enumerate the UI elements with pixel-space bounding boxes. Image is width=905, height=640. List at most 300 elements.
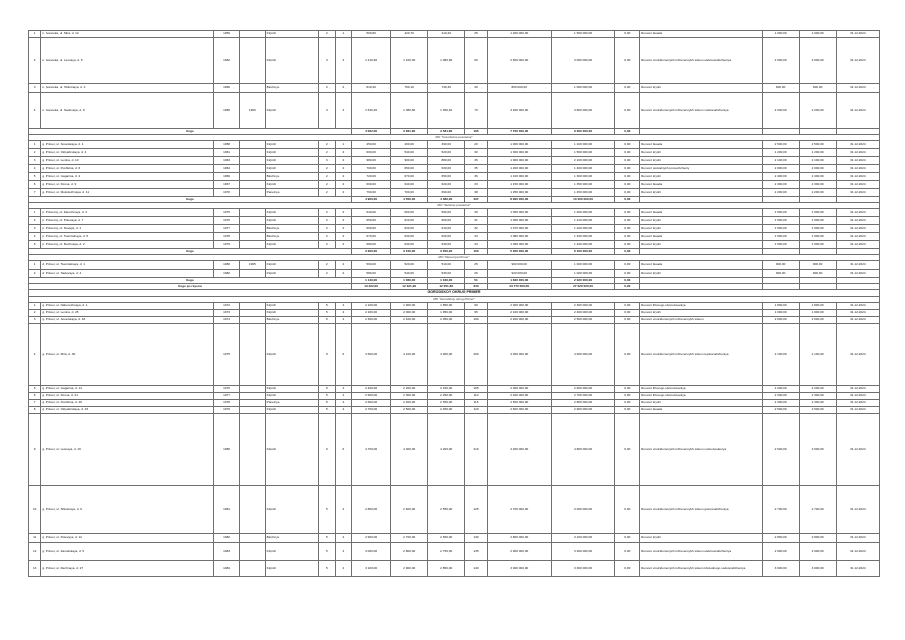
row-number: 9 — [29, 414, 41, 486]
repair-cost-cell: 800 000,00 — [487, 84, 551, 93]
entrances-cell: 2 — [335, 241, 351, 249]
entrances-cell: 4 — [335, 400, 351, 407]
total-cost-cell: 5 350 000,00 — [487, 249, 551, 255]
owned-area-cell: 690,00 — [428, 189, 465, 197]
floors-cell: 2 — [319, 173, 335, 181]
address-cell: g. Primer, ul. Kirova, d. 21 — [41, 393, 214, 400]
deadline-cell: 31.12.2024 — [836, 270, 879, 278]
work-type-cell: Remont kryshi — [640, 149, 762, 157]
repair-cost-cell: 2 500 000,00 — [487, 400, 551, 407]
last-repair-year-cell — [239, 141, 265, 149]
repair-cost-cell: 920 000,00 — [487, 270, 551, 278]
owned-area-cell: 520,00 — [428, 149, 465, 157]
unit-cost-cell: 900,00 — [762, 261, 799, 270]
table-row — [29, 173, 880, 181]
living-area-cell: 900,00 — [391, 157, 428, 165]
wall-material-cell: Kirpich — [265, 393, 319, 400]
floors-cell: 2 — [319, 149, 335, 157]
repair-cost-cell: 2 900 000,00 — [487, 543, 551, 561]
share-cell: 0,00 — [615, 181, 640, 189]
row-number: 8 — [29, 407, 41, 414]
total-cost-cell: 1 500 000,00 — [551, 31, 615, 38]
entrances-cell: 2 — [335, 270, 351, 278]
total-area-cell: 450,00 — [352, 141, 391, 149]
entrances-cell: 1 — [335, 141, 351, 149]
row-number: 1 — [29, 261, 41, 270]
wall-material-cell: Blochnye — [265, 534, 319, 543]
repair-cost-cell: 1 070 000,00 — [487, 225, 551, 233]
max-unit-cost-cell: 2 500,00 — [799, 141, 836, 149]
unit-cost-cell: 1 900,00 — [762, 310, 799, 317]
repair-cost-cell: 1 900 000,00 — [487, 157, 551, 165]
unit-cost-cell: 1 500,00 — [762, 241, 799, 249]
row-number: 6 — [29, 181, 41, 189]
deadline-cell: 31.12.2024 — [836, 303, 879, 310]
deadline-cell: 31.12.2024 — [836, 217, 879, 225]
share-cell: 0,00 — [615, 486, 640, 534]
floors-cell: 5 — [319, 543, 335, 561]
last-repair-year-cell — [239, 407, 265, 414]
deadline-cell: 31.12.2024 — [836, 561, 879, 577]
total-area-cell: 2 800,00 — [352, 486, 391, 534]
row-number: 1 — [29, 141, 41, 149]
commission-year-cell: 1966 — [214, 173, 240, 181]
row-number: 12 — [29, 543, 41, 561]
repair-cost-cell: 1 100 000,00 — [487, 173, 551, 181]
address-cell: g. Primer, ul. Pushkina, d. 40 — [41, 400, 214, 407]
living-area-cell: 420,70 — [391, 31, 428, 38]
commission-year-cell: 1977 — [214, 225, 240, 233]
residents-cell: 70 — [465, 93, 488, 129]
table-row — [29, 317, 880, 324]
table-body — [29, 31, 880, 577]
deadline-cell: 31.12.2024 — [836, 84, 879, 93]
owned-area-cell: 390,00 — [428, 141, 465, 149]
owned-area-cell: 2 250,00 — [428, 393, 465, 400]
total-cost-cell: 2 800 000,00 — [551, 400, 615, 407]
total-cost-cell: 1 450 000,00 — [551, 189, 615, 197]
deadline-cell: 31.12.2024 — [836, 317, 879, 324]
total-cost-cell: 1 350 000,00 — [551, 181, 615, 189]
max-unit-cost-cell: 2 300,00 — [799, 393, 836, 400]
wall-material-cell: Blochnye — [265, 233, 319, 241]
floors-cell: 3 — [319, 157, 335, 165]
owned-area-cell: 650,00 — [428, 173, 465, 181]
share-cell: 0,00 — [615, 261, 640, 270]
unit-cost-cell: 2 100,00 — [762, 157, 799, 165]
max-unit-cost-cell: 2 000,00 — [799, 317, 836, 324]
last-repair-year-cell — [239, 386, 265, 393]
owned-area-cell: 610,00 — [428, 225, 465, 233]
wall-material-cell: Kirpich — [265, 324, 319, 386]
total-a1-cell: 1 140,00 — [352, 278, 391, 284]
total-cost-cell: 3 000 000,00 — [551, 38, 615, 84]
total-area-cell: 980,00 — [352, 157, 391, 165]
table-row — [29, 324, 880, 386]
total-area-cell: 700,00 — [352, 165, 391, 173]
max-unit-cost-cell: 2 100,00 — [799, 157, 836, 165]
max-unit-cost-cell: 1 200,00 — [799, 149, 836, 157]
total-area-cell: 650,00 — [352, 217, 391, 225]
table-row — [29, 486, 880, 534]
floors-cell: 9 — [319, 414, 335, 486]
unit-cost-cell: 2 800,00 — [762, 534, 799, 543]
total-label: Itogo — [29, 197, 352, 203]
living-area-cell: 630,00 — [391, 233, 428, 241]
floors-cell: 9 — [319, 324, 335, 386]
residents-cell: 30 — [465, 209, 488, 217]
unit-cost-cell: 2 300,00 — [762, 393, 799, 400]
max-unit-cost-cell: 2 800,00 — [799, 534, 836, 543]
deadline-cell: 31.12.2024 — [836, 324, 879, 386]
floors-cell: 5 — [319, 317, 335, 324]
row-number: 4 — [29, 324, 41, 386]
living-area-cell: 2 500,00 — [391, 407, 428, 414]
floors-cell: 5 — [319, 561, 335, 577]
wall-material-cell: Kirpich — [265, 414, 319, 486]
deadline-cell: 31.12.2024 — [836, 141, 879, 149]
work-type-cell: Remont kryshi — [640, 84, 762, 93]
last-repair-year-cell — [239, 414, 265, 486]
owned-area-cell: 1 950,00 — [428, 310, 465, 317]
total-area-cell: 4 700,00 — [352, 414, 391, 486]
residents-cell: 95 — [465, 310, 488, 317]
total-area-cell: 2 900,00 — [352, 534, 391, 543]
work-type-cell: Remont vnutridomovykh inzhenernykh sistem — [640, 317, 762, 324]
owned-area-cell: 410,20 — [428, 31, 465, 38]
residents-cell: 30 — [465, 149, 488, 157]
entrances-cell: 6 — [335, 414, 351, 486]
max-unit-cost-cell: 1 500,00 — [799, 225, 836, 233]
last-repair-year-cell — [239, 486, 265, 534]
row-number: 5 — [29, 173, 41, 181]
table-row — [29, 270, 880, 278]
wall-material-cell: Kirpich — [265, 181, 319, 189]
share-cell: 0,00 — [615, 543, 640, 561]
floors-cell: 5 — [319, 303, 335, 310]
residents-cell: 115 — [465, 400, 488, 407]
residents-cell: 25 — [465, 261, 488, 270]
unit-cost-cell: 2 600,00 — [762, 414, 799, 486]
address-cell: g. Primer, ul. Lesnaya, d. 16 — [41, 414, 214, 486]
unit-cost-cell: 2 000,00 — [762, 165, 799, 173]
owned-area-cell: 590,00 — [428, 209, 465, 217]
owned-area-cell: 2 050,00 — [428, 317, 465, 324]
residents-cell: 210 — [465, 414, 488, 486]
total-pct-cell: 0,00 — [615, 278, 640, 284]
wall-material-cell: Panelnye — [265, 400, 319, 407]
floors-cell: 3 — [319, 38, 335, 84]
residents-cell: 20 — [465, 141, 488, 149]
floors-cell: 5 — [319, 534, 335, 543]
max-unit-cost-cell: 2 200,00 — [799, 93, 836, 129]
total-pct-cell: 0,00 — [615, 284, 640, 290]
deadline-cell: 31.12.2024 — [836, 486, 879, 534]
address-cell: g. Primer, ul. Gagarina, d. 2 — [41, 173, 214, 181]
max-unit-cost-cell: 1 000,00 — [799, 31, 836, 38]
municipality-header: MO "Selskoe poselenie" — [29, 203, 880, 209]
repair-cost-cell: 3 000 000,00 — [487, 561, 551, 577]
residents-cell: 45 — [465, 157, 488, 165]
repair-cost-cell: 1 200 000,00 — [487, 31, 551, 38]
total-cost-cell: 3 100 000,00 — [551, 534, 615, 543]
total-cost-cell: 1 000 000,00 — [551, 84, 615, 93]
last-repair-year-cell — [239, 324, 265, 386]
total-cost-cell: 2 500 000,00 — [551, 317, 615, 324]
total-area-cell: 3 100,00 — [352, 561, 391, 577]
total-area-cell: 810,40 — [352, 84, 391, 93]
commission-year-cell: 1970 — [214, 189, 240, 197]
share-cell: 0,00 — [615, 393, 640, 400]
last-repair-year-cell — [239, 189, 265, 197]
work-type-cell: Remont vnutridomovykh inzhenernykh sistem vodootvedeniya — [640, 414, 762, 486]
last-repair-year-cell — [239, 165, 265, 173]
commission-year-cell: 1974 — [214, 317, 240, 324]
residents-cell: 200 — [465, 324, 488, 386]
address-cell: g. Primer, ul. Shkolnaya, d. 9 — [41, 486, 214, 534]
living-area-cell: 640,00 — [391, 181, 428, 189]
last-repair-year-cell — [239, 31, 265, 38]
address-cell: g. Primer, ul. Kirova, d. 9 — [41, 181, 214, 189]
unit-cost-cell: 2 200,00 — [762, 189, 799, 197]
total-tot-cell: 9 300 000,00 — [551, 129, 615, 135]
entrances-cell: 4 — [335, 486, 351, 534]
wall-material-cell: Kirpich — [265, 303, 319, 310]
address-cell: g. Primer, ul. Zavodskaya, d. 5 — [41, 543, 214, 561]
commission-year-cell: 1960 — [214, 84, 240, 93]
living-area-cell: 520,00 — [391, 261, 428, 270]
total-cost-cell: 3 300 000,00 — [551, 561, 615, 577]
unit-cost-cell: 3 000,00 — [762, 561, 799, 577]
commission-year-cell: 1975 — [214, 209, 240, 217]
unit-cost-cell: 2 900,00 — [762, 543, 799, 561]
deadline-cell: 31.12.2024 — [836, 241, 879, 249]
share-cell: 0,00 — [615, 270, 640, 278]
total-cost-cell: 1 000 000,00 — [551, 261, 615, 270]
work-type-cell: Remont vnutridomovykh inzhenernykh sistem elektrosnabzheniya — [640, 38, 762, 84]
total-area-cell: 500,80 — [352, 31, 391, 38]
total-cost-cell: 4 600 000,00 — [551, 324, 615, 386]
floors-cell: 3 — [319, 93, 335, 129]
deadline-cell: 31.12.2024 — [836, 233, 879, 241]
share-cell: 0,00 — [615, 407, 640, 414]
total-a3-cell: 4 380,00 — [428, 197, 465, 203]
living-area-cell: 760,10 — [391, 84, 428, 93]
residents-cell: 38 — [465, 189, 488, 197]
living-area-cell: 620,00 — [391, 225, 428, 233]
address-cell: p. Primerny, ul. Tsentralnaya, d. 5 — [41, 233, 214, 241]
row-number: 5 — [29, 241, 41, 249]
total-a3-cell: 3 050,00 — [428, 249, 465, 255]
total-area-cell: 4 500,00 — [352, 324, 391, 386]
share-cell: 0,00 — [615, 31, 640, 38]
living-area-cell: 2 400,00 — [391, 400, 428, 407]
floors-cell: 2 — [319, 270, 335, 278]
share-cell: 0,00 — [615, 400, 640, 407]
wall-material-cell: Panelnye — [265, 189, 319, 197]
wall-material-cell: Kirpich — [265, 386, 319, 393]
address-cell: g. Primer, ul. Sovetskaya, d. 18 — [41, 317, 214, 324]
entrances-cell: 2 — [335, 217, 351, 225]
address-cell: п. Ivanovka, ul. Mira, d. 12 — [41, 31, 214, 38]
total-cost-cell: 1 820 000,00 — [487, 278, 551, 284]
work-type-cell: Remont kryshi — [640, 310, 762, 317]
last-repair-year-cell — [239, 534, 265, 543]
wall-material-cell: Kirpich — [265, 93, 319, 129]
total-pct-cell: 0,00 — [615, 129, 640, 135]
living-area-cell: 2 700,00 — [391, 534, 428, 543]
table-row — [29, 149, 880, 157]
section-header-row — [29, 290, 880, 297]
total-area-cell: 2 100,00 — [352, 303, 391, 310]
commission-year-cell: 1980 — [214, 414, 240, 486]
row-number: 13 — [29, 561, 41, 577]
residents-cell: 31 — [465, 217, 488, 225]
commission-year-cell: 1973 — [214, 310, 240, 317]
floors-cell: 2 — [319, 261, 335, 270]
last-repair-year-cell — [239, 303, 265, 310]
row-number: 2 — [29, 38, 41, 84]
commission-year-cell: 1981 — [214, 486, 240, 534]
total-cost-cell: 2 300 000,00 — [551, 303, 615, 310]
address-cell: g. Primer, ul. Oktyabrskaya, d. 4 — [41, 149, 214, 157]
municipality-header: MO "Derevnya Primer" — [29, 255, 880, 261]
last-repair-year-cell — [239, 84, 265, 93]
floors-cell: 5 — [319, 407, 335, 414]
total-cost-cell: 8 900 000,00 — [487, 197, 551, 203]
repair-cost-cell: 4 200 000,00 — [487, 414, 551, 486]
address-cell: p. Primerny, ul. Rechnaya, d. 2 — [41, 241, 214, 249]
repair-cost-cell: 900 000,00 — [487, 261, 551, 270]
residents-cell: 90 — [465, 303, 488, 310]
deadline-cell: 31.12.2024 — [836, 93, 879, 129]
floors-cell: 5 — [319, 486, 335, 534]
row-number: 1 — [29, 303, 41, 310]
address-cell: g. Primer, ul. Polevaya, d. 12 — [41, 534, 214, 543]
wall-material-cell: Kirpich — [265, 486, 319, 534]
floors-cell: 5 — [319, 386, 335, 393]
total-area-cell: 560,00 — [352, 261, 391, 270]
floors-cell: 2 — [319, 181, 335, 189]
owned-area-cell: 2 450,00 — [428, 407, 465, 414]
wall-material-cell: Kirpich — [265, 31, 319, 38]
wall-material-cell: Kirpich — [265, 561, 319, 577]
last-repair-year-cell — [239, 310, 265, 317]
entrances-cell: 2 — [335, 149, 351, 157]
deadline-cell: 31.12.2024 — [836, 400, 879, 407]
share-cell: 0,00 — [615, 534, 640, 543]
commission-year-cell: 1979 — [214, 407, 240, 414]
table-row — [29, 141, 880, 149]
total-cost-cell: 1 240 000,00 — [551, 241, 615, 249]
owned-area-cell: 1 850,00 — [428, 303, 465, 310]
total-area-cell: 2 500,00 — [352, 393, 391, 400]
floors-cell: 5 — [319, 393, 335, 400]
table-row — [29, 38, 880, 84]
residents-cell: 35 — [465, 165, 488, 173]
repair-cost-cell: 2 400 000,00 — [487, 393, 551, 400]
total-cost-cell: 2 400 000,00 — [551, 310, 615, 317]
commission-year-cell: 1965 — [214, 93, 240, 129]
owned-area-cell: 880,00 — [428, 157, 465, 165]
unit-cost-cell: 2 400,00 — [762, 400, 799, 407]
commission-year-cell: 1961 — [214, 149, 240, 157]
total-pct-cell: 0,00 — [615, 249, 640, 255]
total-area-cell: 2 600,00 — [352, 400, 391, 407]
repair-cost-cell: 1 000 000,00 — [487, 141, 551, 149]
repair-cost-cell: 1 150 000,00 — [487, 181, 551, 189]
row-number: 3 — [29, 84, 41, 93]
address-cell: п. Ivanovka, ul. Lesnaya, d. 5 — [41, 38, 214, 84]
last-repair-year-cell — [239, 400, 265, 407]
residents-cell: 26 — [465, 270, 488, 278]
living-area-cell: 2 800,00 — [391, 543, 428, 561]
share-cell: 0,00 — [615, 189, 640, 197]
total-a1-cell: 3 300,00 — [352, 249, 391, 255]
row-number: 10 — [29, 486, 41, 534]
deadline-cell: 31.12.2024 — [836, 165, 879, 173]
total-cost-cell: 1 500 000,00 — [551, 149, 615, 157]
total-area-cell: 670,00 — [352, 233, 391, 241]
address-cell: g. Primer, ul. Oktyabrskaya, d. 33 — [41, 407, 214, 414]
living-area-cell: 600,00 — [391, 209, 428, 217]
unit-cost-cell: 900,00 — [762, 270, 799, 278]
table-row — [29, 209, 880, 217]
deadline-cell: 31.12.2024 — [836, 173, 879, 181]
deadline-cell: 31.12.2024 — [836, 261, 879, 270]
work-type-cell: Remont liftovogo oborudovaniya — [640, 386, 762, 393]
repair-cost-cell: 2 500 000,00 — [487, 38, 551, 84]
entrances-cell: 2 — [335, 181, 351, 189]
wall-material-cell: Kirpich — [265, 217, 319, 225]
last-repair-year-cell — [239, 241, 265, 249]
work-type-cell: Remont vnutridomovykh inzhenernykh sistem kholodnogo vodosnabzheniya — [640, 561, 762, 577]
total-cost-cell: 1 200 000,00 — [551, 209, 615, 217]
entrances-cell: 4 — [335, 317, 351, 324]
total-cost-cell: 1 100 000,00 — [551, 141, 615, 149]
owned-area-cell: 4 000,00 — [428, 324, 465, 386]
residents-cell: 33 — [465, 181, 488, 189]
row-number: 3 — [29, 225, 41, 233]
total-area-cell: 690,00 — [352, 181, 391, 189]
table-row — [29, 225, 880, 233]
table-row — [29, 181, 880, 189]
share-cell: 0,00 — [615, 386, 640, 393]
owned-area-cell: 630,00 — [428, 165, 465, 173]
living-area-cell: 2 600,00 — [391, 486, 428, 534]
address-cell: d. Primer, ul. Sadovaya, d. 4 — [41, 270, 214, 278]
owned-area-cell: 2 350,00 — [428, 400, 465, 407]
work-type-cell: Remont vnutridomovykh inzhenernykh sistem gazosnabzheniya — [640, 486, 762, 534]
residents-cell: 110 — [465, 393, 488, 400]
entrances-cell: 2 — [335, 189, 351, 197]
commission-year-cell: 1972 — [214, 303, 240, 310]
floors-cell: 2 — [319, 225, 335, 233]
total-a3-cell: 1 040,00 — [428, 278, 465, 284]
living-area-cell: 400,00 — [391, 141, 428, 149]
entrances-cell: 2 — [335, 165, 351, 173]
max-unit-cost-cell: 2 200,00 — [799, 386, 836, 393]
total-cost-cell: 1 020 000,00 — [551, 270, 615, 278]
total-area-cell: 600,00 — [352, 149, 391, 157]
living-area-cell: 2 100,00 — [391, 317, 428, 324]
residents-cell: 34 — [465, 241, 488, 249]
address-cell: p. Primerny, ul. Zarechnaya, d. 3 — [41, 209, 214, 217]
share-cell: 0,00 — [615, 149, 640, 157]
total-area-cell: 760,00 — [352, 189, 391, 197]
table-row — [29, 189, 880, 197]
entrances-cell: 2 — [335, 261, 351, 270]
